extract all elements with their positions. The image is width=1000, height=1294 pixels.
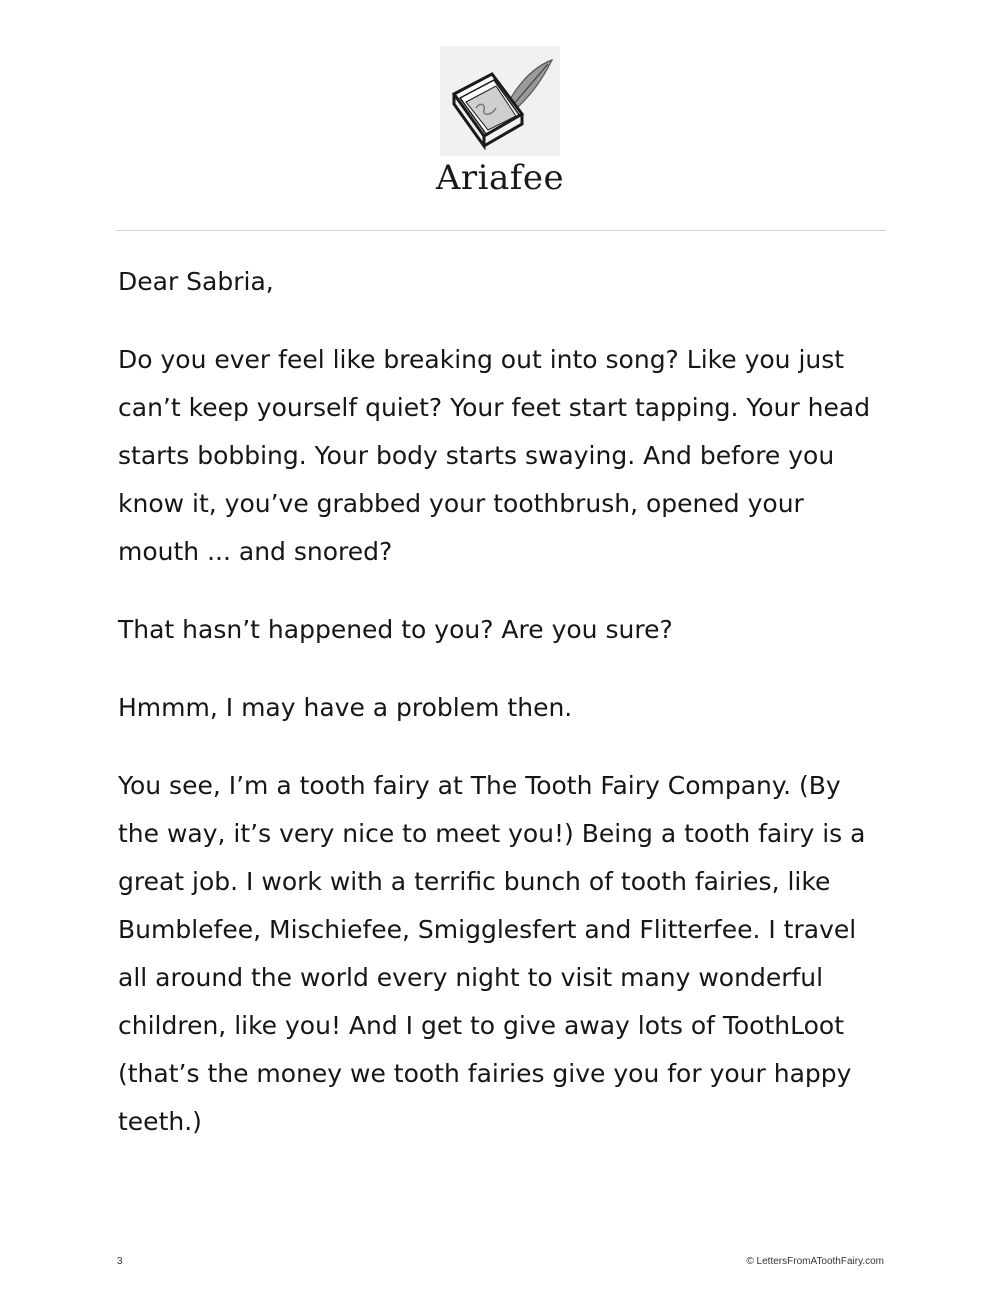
letter-paragraph: That hasn’t happened to you? Are you sure?	[118, 615, 673, 644]
page-number: 3	[117, 1256, 123, 1267]
header-divider	[116, 230, 886, 231]
letterhead	[0, 40, 1000, 230]
letter-greeting: Dear Sabria,	[118, 267, 274, 296]
letter-paragraph: Do you ever feel like breaking out into song? Like you just can’t keep yourself quiet? Your feet start tapping. Your head starts bobbing. Your body starts swaying. And before you know it, you’ve grabbed your toothbrush, opened your mouth ... and snored?	[118, 345, 871, 566]
book-and-quill-icon	[440, 46, 560, 156]
letter-paragraph: Hmmm, I may have a problem then.	[118, 693, 573, 722]
copyright-notice: © LettersFromAToothFairy.com	[746, 1256, 884, 1267]
letter-paragraph: You see, I’m a tooth fairy at The Tooth Fairy Company. (By the way, it’s very nice to meet you!) Being a tooth fairy is a great job. I work with a terrific bunch of tooth fairies, like Bumblefee, Mischiefee, Smigglesfert and Flitterfee. I travel all around the world every night to visit many wonderful children, like you! And I get to give away lots of ToothLoot (that’s the money we tooth fairies give you for your happy teeth.)	[118, 771, 866, 1136]
letter-body	[118, 258, 884, 1176]
brand-name: Ariafee	[435, 158, 565, 198]
